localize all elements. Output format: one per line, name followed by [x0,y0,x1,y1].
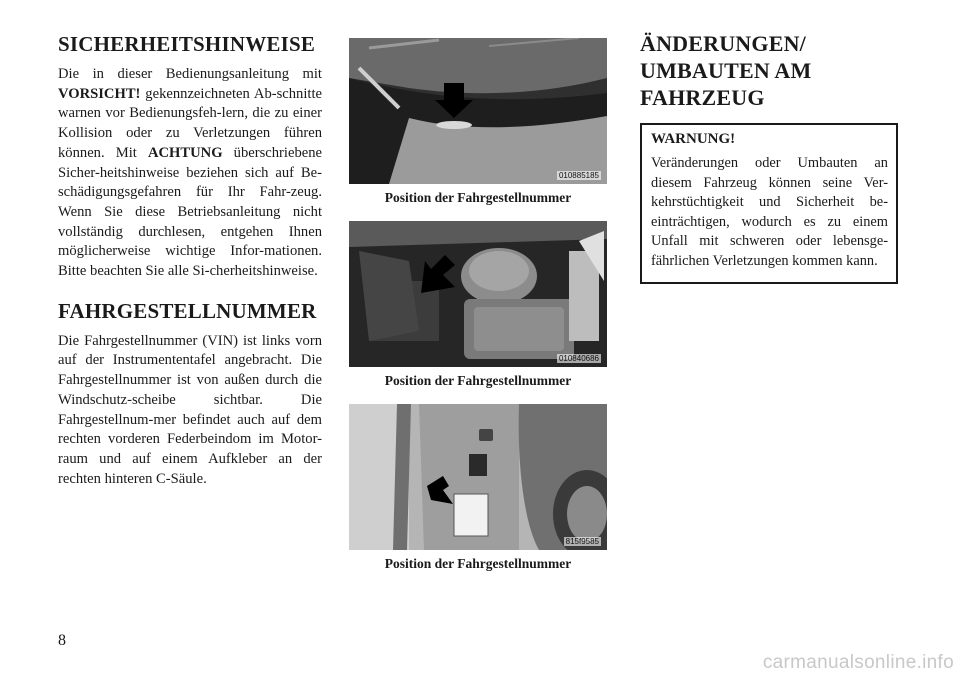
safety-paragraph [58,65,322,282]
safety-text-2: gekennzeichneten Ab-schnitte warnen vor Bedienungsfeh-lern, die zu einer Kollision oder zu Verletzungen führen können. Mit [58,85,322,161]
figure-column [349,38,611,587]
watermark: carmanualsonline.info [762,652,954,673]
figure-code: 010840686 [558,354,599,363]
figure-engine-photo [349,221,607,367]
safety-text-1: Die in dieser Bedienungsanleitung mit [58,66,322,82]
figure-caption: Position der Fahrgestellnummer [384,373,572,388]
safety-text-3: überschriebene Sicher-heitshinweise beziehen sich auf Be-schädigungsgefahren für Ihr Fahr-zeug. Wenn Sie diese Betriebsanleitung nicht vollständig durchlesen, entgehen Ihnen möglicherweise wichtige Infor-mationen. Bitte beachten Sie alle Si-cherheitshinweise. [58,144,322,280]
figure-caption: Position der Fahrgestellnummer [384,556,572,571]
achtung-keyword: ACHTUNG [147,144,223,161]
heading-line-2: UMBAUTEN AM [640,58,812,83]
left-column [58,32,322,489]
pillar-illustration [349,404,607,550]
windshield-illustration [349,38,607,184]
right-column [640,30,898,284]
heading-line-3: FAHRZEUG [640,85,765,110]
vin-paragraph: Die Fahrgestellnummer (VIN) ist links vorn auf der Instrumententafel angebracht. Die Fahrgestellnummer ist von außen durch die Windschutz-scheibe sichtbar. Die Fahrgestellnum-mer befindet auch auf dem rechten vorderen Federbeindom im Motor-raum und auf einem Aufkleber an der rechten hinteren C-Säule. [58,332,322,487]
safety-heading: SICHERHEITSHINWEISE [58,32,316,56]
figure-code: 010885185 [558,171,599,180]
heading-line-1: ÄNDERUNGEN/ [640,31,806,56]
figure-windshield-photo [349,38,607,184]
vin-heading: FAHRGESTELLNUMMER [58,298,317,323]
figure-pillar-photo [349,404,607,550]
figure-code: 815f9585 [565,537,599,546]
figure-caption: Position der Fahrgestellnummer [384,190,572,205]
modifications-heading [640,30,898,111]
warning-box [640,123,898,284]
warning-text: Veränderungen oder Umbauten an diesem Fahrzeug können seine Ver-kehrstüchtigkeit und Sicherheit be-einträchtigen, wodurch es zu einem Unfall mit schweren oder lebensge-fährlichen Verletzungen kommen kann. [651,155,888,269]
vorsicht-keyword: VORSICHT! [58,85,141,102]
page-number: 8 [58,632,66,649]
engine-illustration [349,221,607,367]
warning-title: WARNUNG! [651,131,736,147]
